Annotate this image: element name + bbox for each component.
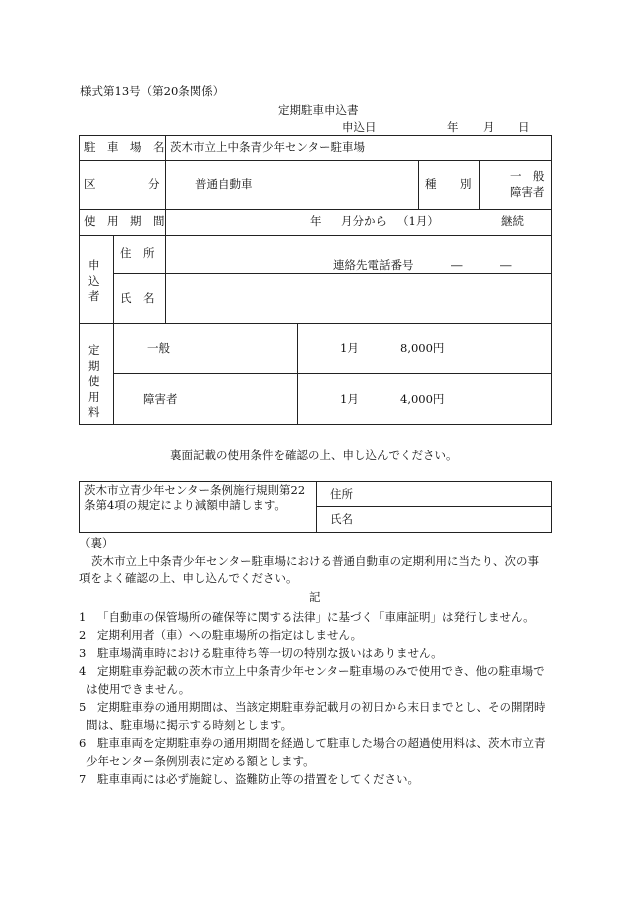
- type-label-2: 別: [460, 177, 472, 191]
- period-continue[interactable]: 継続: [501, 214, 524, 228]
- item-text: 定期利用者（車）への駐車場所の指定はしません。: [97, 628, 363, 642]
- period-from: 月分から: [341, 214, 387, 228]
- fee-char: 期: [88, 358, 100, 373]
- fee-disabled-amount: 4,000円: [400, 392, 445, 406]
- back-heading: （裏）: [79, 536, 114, 550]
- phone-dash-2: ―: [500, 258, 512, 272]
- item-text-cont: 間は、駐車場に掲示する時刻とします。: [86, 718, 293, 732]
- fee-char: 用: [88, 389, 100, 404]
- type-option-general[interactable]: 一 般: [510, 169, 545, 183]
- class-label-2: 分: [148, 177, 160, 191]
- ki-mark: 記: [309, 590, 321, 604]
- item-text: 「自動車の保管場所の確保等に関する法律」に基づく「車庫証明」は発行しません。: [97, 610, 535, 624]
- applicant-label: [88, 258, 100, 305]
- address-label: 住 所: [120, 246, 155, 260]
- item-text: 定期駐車券記載の茨木市立上中条青少年センター駐車場のみで使用でき、他の駐車場で: [97, 664, 545, 678]
- phone-label: 連絡先電話番号: [333, 258, 414, 272]
- fee-general-period: 1月: [340, 341, 359, 355]
- item-number: 4: [79, 664, 87, 678]
- parking-name-label: 駐 車 場 名: [84, 140, 165, 154]
- form-title: 定期駐車申込書: [278, 103, 359, 117]
- item-number: 6: [79, 736, 87, 750]
- date-day: 日: [518, 120, 530, 134]
- item-text-cont: は使用できません。: [86, 682, 191, 696]
- name-label: 氏 名: [120, 291, 155, 305]
- back-intro-line1: 茨木市立上中条青少年センター駐車場における普通自動車の定期利用に当たり、次の事: [91, 554, 540, 568]
- form-number: 様式第13号（第20条関係）: [80, 84, 225, 98]
- item-number: 3: [79, 646, 87, 660]
- applicant-char: 込: [88, 273, 100, 288]
- period-year: 年: [310, 214, 322, 228]
- fee-disabled-period: 1月: [340, 392, 359, 406]
- fee-general-label: 一般: [147, 341, 170, 355]
- period-months: （1月）: [397, 214, 439, 228]
- parking-name-value: 茨木市立上中条青少年センター駐車場: [170, 140, 366, 154]
- date-year: 年: [447, 120, 459, 134]
- reduction-name-label: 氏名: [330, 512, 353, 526]
- applicant-char: 申: [88, 258, 100, 272]
- fee-general-amount: 8,000円: [400, 341, 445, 355]
- applicant-char: 者: [88, 289, 100, 304]
- type-option-disabled[interactable]: 障害者: [510, 185, 545, 199]
- item-number: 7: [79, 772, 87, 786]
- fee-char: 料: [88, 405, 100, 420]
- reduction-text-line2: 条第4項の規定により減額申請します。: [84, 498, 286, 512]
- item-number: 5: [79, 700, 87, 714]
- class-label-1: 区: [84, 177, 96, 191]
- reduction-text-line1: 茨木市立青少年センター条例施行規則第22: [84, 483, 306, 497]
- date-label: 申込日: [342, 120, 377, 134]
- type-label-1: 種: [425, 177, 437, 191]
- period-label: 使 用 期 間: [84, 214, 165, 228]
- item-number: 1: [79, 610, 87, 624]
- item-text: 駐車車両を定期駐車券の通用期間を経過して駐車した場合の超過使用料は、茨木市立青: [97, 736, 546, 750]
- fee-char: 定: [88, 343, 100, 357]
- item-text: 駐車場満車時における駐車待ち等一切の特別な扱いはありません。: [97, 646, 443, 660]
- notice-text: 裏面記載の使用条件を確認の上、申し込んでください。: [170, 448, 458, 462]
- class-value: 普通自動車: [195, 177, 253, 191]
- back-intro-line2: 項をよく確認の上、申し込んでください。: [79, 571, 298, 585]
- item-number: 2: [79, 628, 87, 642]
- fee-disabled-label: 障害者: [143, 392, 178, 406]
- fee-char: 使: [88, 374, 100, 389]
- reduction-address-label: 住所: [330, 487, 353, 501]
- phone-dash-1: ―: [451, 258, 463, 272]
- date-month: 月: [483, 120, 495, 134]
- item-text: 定期駐車券の通用期間は、当該定期駐車券記載月の初日から末日までとし、その開閉時: [97, 700, 546, 714]
- item-text: 駐車車両には必ず施錠し、盗難防止等の措置をしてください。: [97, 772, 419, 786]
- item-text-cont: 少年センター条例別表に定める額とします。: [86, 754, 315, 768]
- fee-label: [88, 343, 100, 421]
